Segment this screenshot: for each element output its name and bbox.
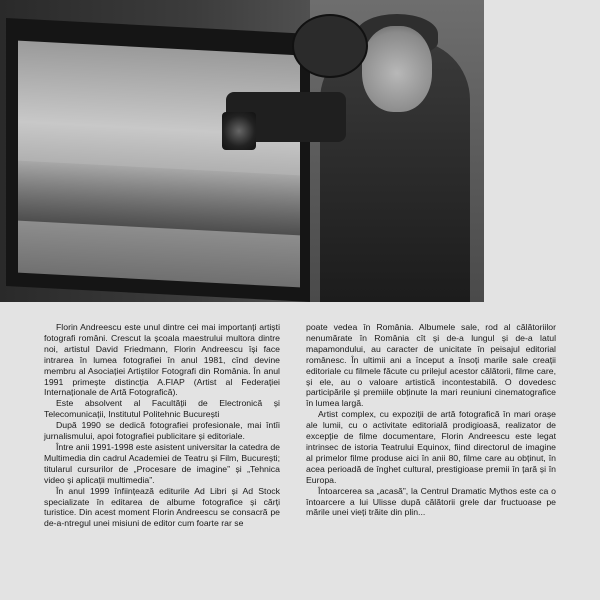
paragraph: poate vedea în România. Albumele sale, rod al călătoriilor nenumărate în România cît și de-a lungul și de-a latul mapamondului, au caracter de unicitate în peisajul editorial românesc. În ultimii ani a început a însoți marile sale creații editoriale cu filmele făcute cu prilejul acestor călătorii, filme care, și ele, au o valoare artistică incontestabilă. O dovedesc participările și premiile obținute la mari reuniuni cinematografice în lumea largă. — [306, 322, 556, 409]
paragraph: Între anii 1991-1998 este asistent universitar la catedra de Multimedia din cadrul Academiei de Teatru și Film, București; titularul cursurilor de „Procesare de imagine” și „Tehnica video și aplicații multimedia”. — [44, 441, 280, 485]
paragraph: Întoarcerea sa „acasă”, la Centrul Dramatic Mythos este ca o întoarcere a lui Ulisse după călătorii grele dar fructuoase pe mările unei vieți trăite din plin... — [306, 485, 556, 518]
portrait-photo — [0, 0, 484, 302]
paragraph: După 1990 se dedică fotografiei profesionale, mai întîi jurnalismului, apoi fotografiei publicitare și editoriale. — [44, 420, 280, 442]
paragraph: În anul 1999 înființează editurile Ad Libri și Ad Stock specializate în editarea de albume fotografice și cărți turistice. Din acest moment Florin Andreescu se consacră pe de-a-ntregul unei misiuni de editor cum foarte rar se — [44, 485, 280, 529]
text-column-left — [44, 322, 280, 529]
photographer-head — [362, 26, 432, 112]
text-column-right — [306, 322, 556, 518]
paragraph: Este absolvent al Facultății de Electronică și Telecomunicații, Institutul Politehnic București — [44, 398, 280, 420]
film-reel — [292, 14, 368, 78]
camera-lens — [222, 112, 256, 150]
framed-landscape — [18, 41, 300, 288]
paragraph: Artist complex, cu expoziții de artă fotografică în mari orașe ale lumii, cu o activitate editorială prodigioasă, realizator de excepție de filme documentare, Florin Andreescu este legat intrinsec de istoria Teatrului Equinox, fiind directorul de imagine al primelor filme produse aici în anii 80, filme care au obținut, în acea perioadă de înghet cultural, prestigioase premii în țară și în Europa. — [306, 409, 556, 485]
paragraph: Florin Andreescu este unul dintre cei mai importanți artiști fotografi români. Crescut la școala maestrului multora dintre noi, artistul David Friedmann, Florin Andreescu își face intrarea în lumea fotografiei în anul 1981, cînd devine membru al Asociației Artiștilor Fotografi din România. În anul 1991 primește distincția A.FIAP (Artist al Federației Internaționale de Artă Fotografică). — [44, 322, 280, 398]
